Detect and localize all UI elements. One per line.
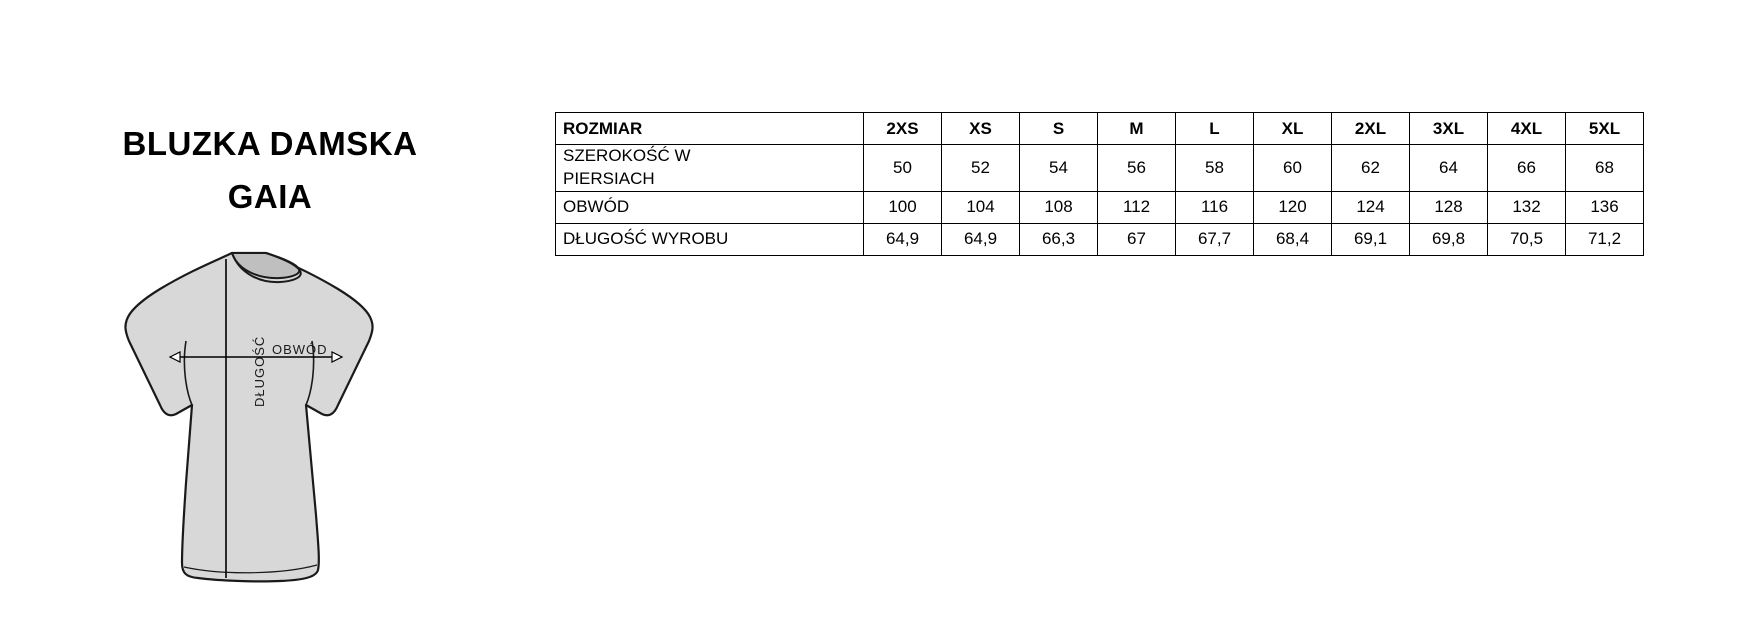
cell-circumference-xl: 120	[1254, 191, 1332, 223]
cell-length-s: 66,3	[1020, 223, 1098, 255]
cell-length-xs: 64,9	[942, 223, 1020, 255]
cell-circumference-2xl: 124	[1332, 191, 1410, 223]
cell-chest-4xl: 66	[1488, 145, 1566, 192]
column-header-2xl: 2XL	[1332, 113, 1410, 145]
cell-chest-5xl: 68	[1566, 145, 1644, 192]
tshirt-diagram	[120, 245, 440, 595]
row-header-length: DŁUGOŚĆ WYROBU	[556, 223, 864, 255]
cell-chest-2xs: 50	[864, 145, 942, 192]
column-header-rozmiar: ROZMIAR	[556, 113, 864, 145]
row-header-chest-width	[556, 145, 864, 192]
cell-length-2xl: 69,1	[1332, 223, 1410, 255]
cell-length-m: 67	[1098, 223, 1176, 255]
cell-chest-l: 58	[1176, 145, 1254, 192]
length-label: DŁUGOŚĆ	[252, 335, 267, 407]
cell-circumference-2xs: 100	[864, 191, 942, 223]
table-row	[556, 223, 1644, 255]
tshirt-svg	[120, 245, 440, 595]
cell-chest-2xl: 62	[1332, 145, 1410, 192]
cell-length-l: 67,7	[1176, 223, 1254, 255]
size-chart	[555, 112, 1644, 256]
table-row	[556, 191, 1644, 223]
cell-length-4xl: 70,5	[1488, 223, 1566, 255]
cell-chest-xs: 52	[942, 145, 1020, 192]
cell-circumference-4xl: 132	[1488, 191, 1566, 223]
circumference-label: OBWÓD	[272, 342, 328, 357]
column-header-m: M	[1098, 113, 1176, 145]
cell-circumference-5xl: 136	[1566, 191, 1644, 223]
row-header-chest-width-line-2: PIERSIACH	[563, 168, 655, 188]
product-illustration-panel	[0, 0, 540, 622]
cell-chest-m: 56	[1098, 145, 1176, 192]
page-title-line-2: GAIA	[227, 177, 313, 215]
row-header-chest-width-line-1: SZEROKOŚĆ W	[563, 146, 691, 165]
cell-length-xl: 68,4	[1254, 223, 1332, 255]
column-header-s: S	[1020, 113, 1098, 145]
cell-circumference-m: 112	[1098, 191, 1176, 223]
column-header-l: L	[1176, 113, 1254, 145]
column-header-2xs: 2XS	[864, 113, 942, 145]
column-header-5xl: 5XL	[1566, 113, 1644, 145]
column-header-xs: XS	[942, 113, 1020, 145]
row-header-circumference: OBWÓD	[556, 191, 864, 223]
column-header-3xl: 3XL	[1410, 113, 1488, 145]
size-table	[555, 112, 1644, 256]
table-header-row	[556, 113, 1644, 145]
column-header-xl: XL	[1254, 113, 1332, 145]
cell-circumference-l: 116	[1176, 191, 1254, 223]
cell-chest-xl: 60	[1254, 145, 1332, 192]
cell-circumference-3xl: 128	[1410, 191, 1488, 223]
page-title-line-1: BLUZKA DAMSKA	[122, 125, 418, 162]
tshirt-body-shape	[125, 253, 372, 581]
cell-circumference-s: 108	[1020, 191, 1098, 223]
cell-length-2xs: 64,9	[864, 223, 942, 255]
cell-length-5xl: 71,2	[1566, 223, 1644, 255]
cell-chest-3xl: 64	[1410, 145, 1488, 192]
size-table-head	[556, 113, 1644, 145]
table-row	[556, 145, 1644, 192]
size-table-body	[556, 145, 1644, 256]
page-title	[0, 118, 540, 224]
cell-chest-s: 54	[1020, 145, 1098, 192]
cell-circumference-xs: 104	[942, 191, 1020, 223]
cell-length-3xl: 69,8	[1410, 223, 1488, 255]
column-header-4xl: 4XL	[1488, 113, 1566, 145]
